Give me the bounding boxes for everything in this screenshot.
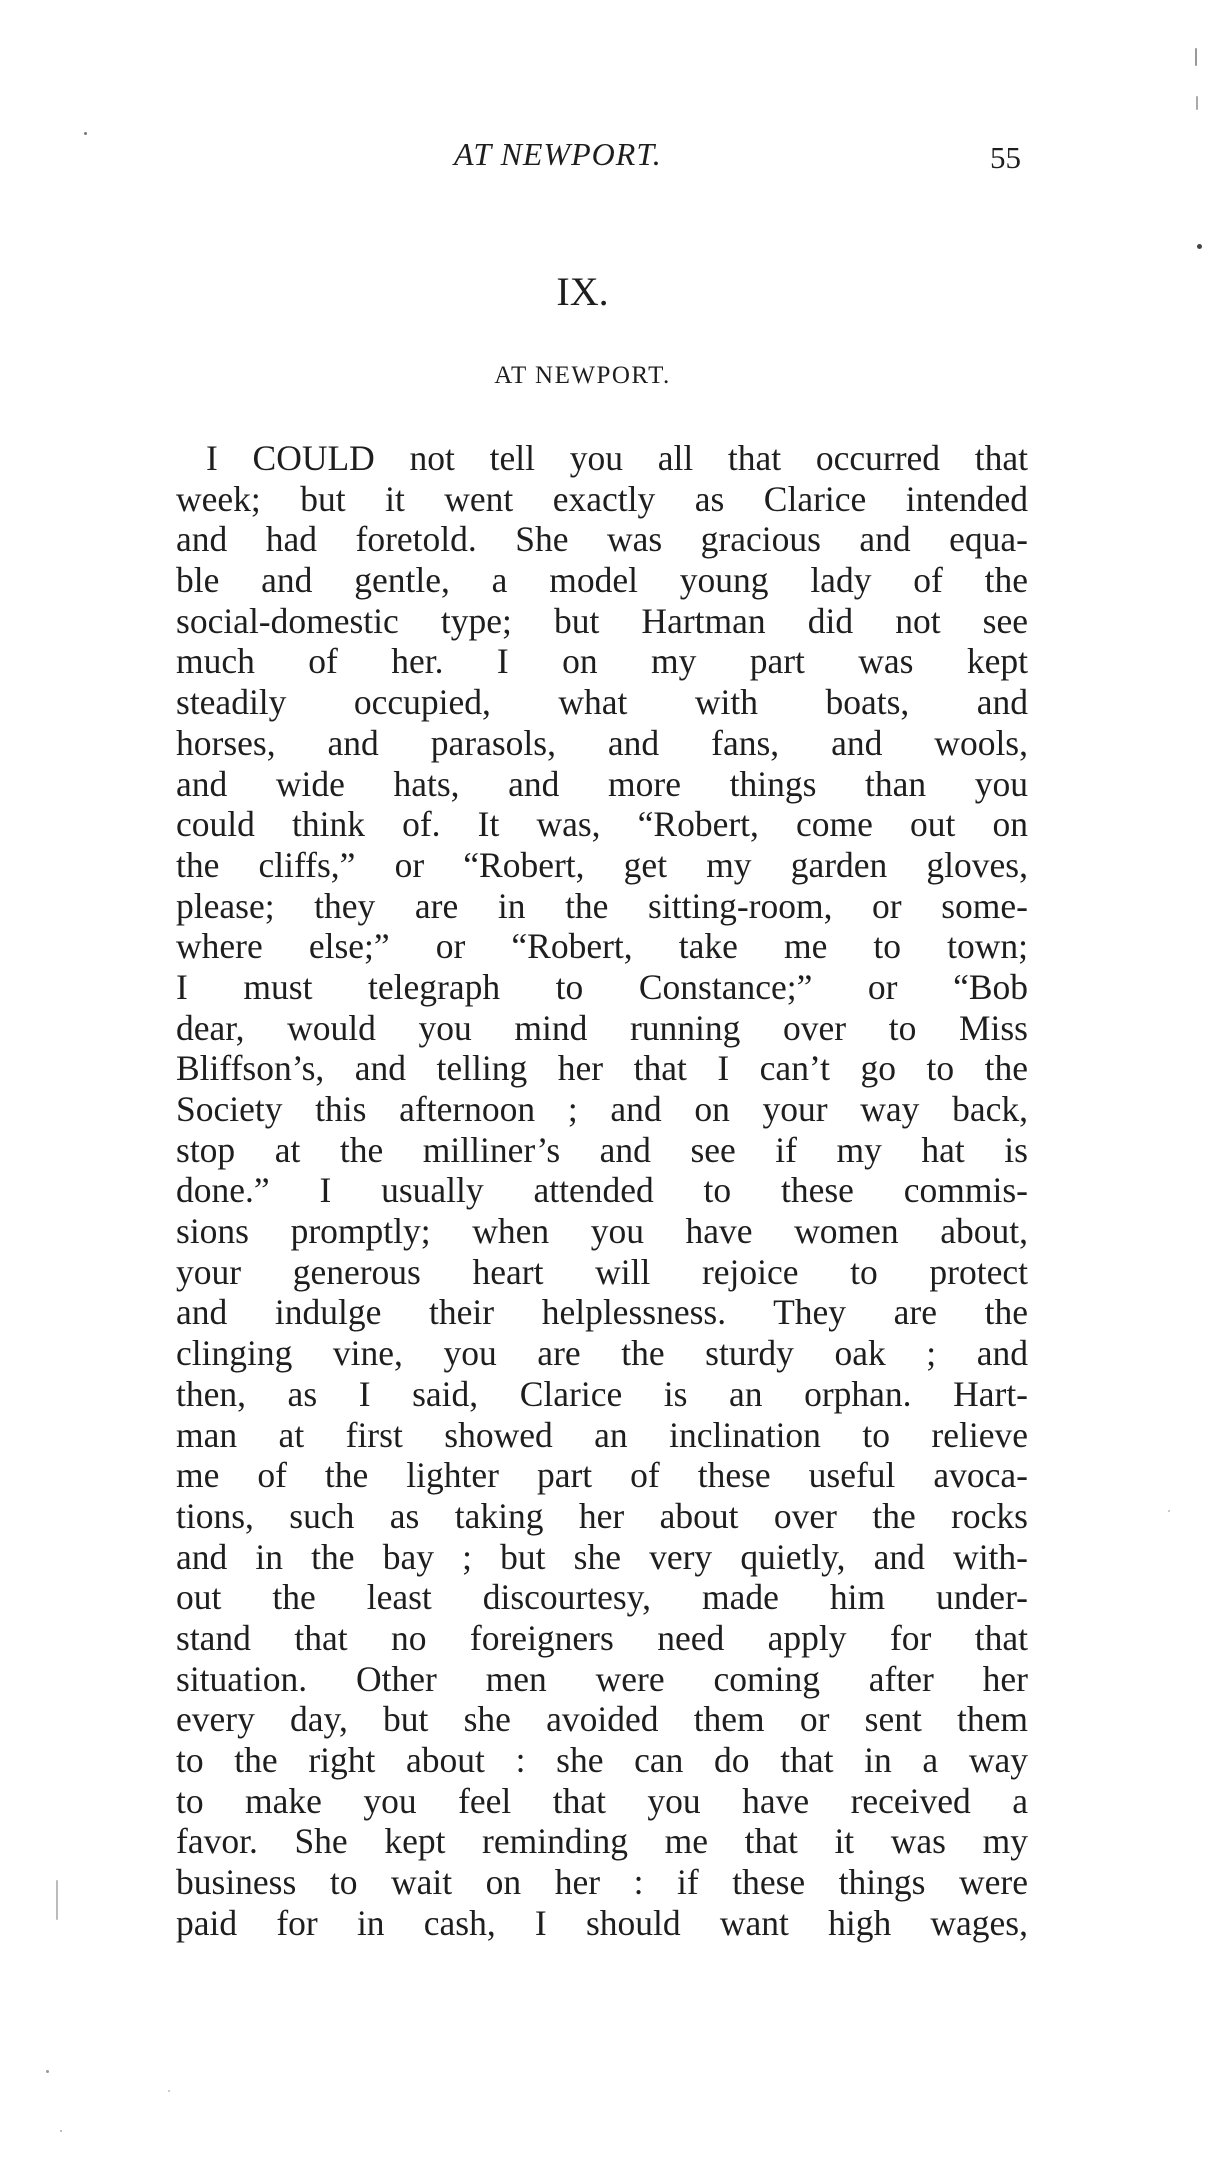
scan-speck <box>46 2070 49 2073</box>
text-line: stand that no foreigners need apply for that <box>176 1617 1028 1658</box>
text-line: clinging vine, you are the sturdy oak ; and <box>176 1333 1028 1374</box>
text-line: then, as I said, Clarice is an orphan. Hart- <box>176 1373 1028 1414</box>
chapter-title: AT NEWPORT. <box>494 362 671 389</box>
text-line: and had foretold. She was gracious and equa- <box>176 519 1028 560</box>
text-line: Bliffson’s, and telling her that I can’t go to the <box>176 1048 1028 1089</box>
scan-speck <box>56 1880 58 1920</box>
text-line: Society this afternoon ; and on your way back, <box>176 1089 1028 1129</box>
scan-speck <box>1168 1510 1170 1512</box>
text-line: to the right about : she can do that in a way <box>176 1740 1028 1780</box>
text-line: done.” I usually attended to these commis- <box>176 1170 1028 1211</box>
text-line: horses, and parasols, and fans, and wools, <box>176 722 1028 763</box>
running-head-title: AT NEWPORT. <box>454 136 662 172</box>
text-line: week; but it went exactly as Clarice intended <box>176 478 1028 519</box>
text-line: ble and gentle, a model young lady of the <box>176 560 1028 601</box>
text-line: to make you feel that you have received a <box>176 1780 1028 1821</box>
text-line: every day, but she avoided them or sent them <box>176 1699 1028 1740</box>
body-text <box>176 438 1028 1943</box>
text-line: and indulge their helplessness. They are the <box>176 1292 1028 1333</box>
text-line: social-domestic type; but Hartman did not see <box>176 600 1028 641</box>
text-line: tions, such as taking her about over the rocks <box>176 1495 1028 1536</box>
text-line: I must telegraph to Constance;” or “Bob <box>176 966 1028 1007</box>
text-line: paid for in cash, I should want high wages, <box>176 1902 1028 1943</box>
text-line: your generous heart will rejoice to protect <box>176 1251 1028 1292</box>
text-line: business to wait on her : if these things were <box>176 1862 1028 1903</box>
text-line: me of the lighter part of these useful avoca- <box>176 1455 1028 1496</box>
text-line-rest: not tell you all that occurred that <box>374 438 1028 478</box>
opening-word: I COULD <box>206 438 375 478</box>
scan-speck <box>1197 244 1202 249</box>
text-line: where else;” or “Robert, take me to town; <box>176 926 1028 967</box>
text-line: the cliffs,” or “Robert, get my garden gloves, <box>176 844 1028 885</box>
text-line: situation. Other men were coming after her <box>176 1658 1028 1699</box>
text-line: sions promptly; when you have women about, <box>176 1211 1028 1252</box>
scan-speck <box>1195 48 1197 66</box>
scan-speck <box>168 2090 170 2092</box>
text-line: stop at the milliner’s and see if my hat is <box>176 1129 1028 1170</box>
text-line: steadily occupied, what with boats, and <box>176 682 1028 723</box>
scan-speck <box>60 2130 62 2132</box>
text-line <box>176 438 1028 479</box>
text-line: and wide hats, and more things than you <box>176 763 1028 804</box>
text-line: please; they are in the sitting-room, or some- <box>176 885 1028 926</box>
chapter-number: IX. <box>556 269 609 314</box>
text-line: dear, would you mind running over to Miss <box>176 1007 1028 1048</box>
scan-speck <box>1196 96 1198 110</box>
text-line: man at first showed an inclination to relieve <box>176 1414 1028 1455</box>
text-line: favor. She kept reminding me that it was my <box>176 1821 1028 1862</box>
text-line: much of her. I on my part was kept <box>176 641 1028 682</box>
page-number: 55 <box>990 140 1021 175</box>
scan-speck <box>84 132 87 135</box>
text-line: and in the bay ; but she very quietly, and with- <box>176 1536 1028 1577</box>
text-line: could think of. It was, “Robert, come out on <box>176 804 1028 845</box>
text-line: out the least discourtesy, made him under- <box>176 1577 1028 1618</box>
